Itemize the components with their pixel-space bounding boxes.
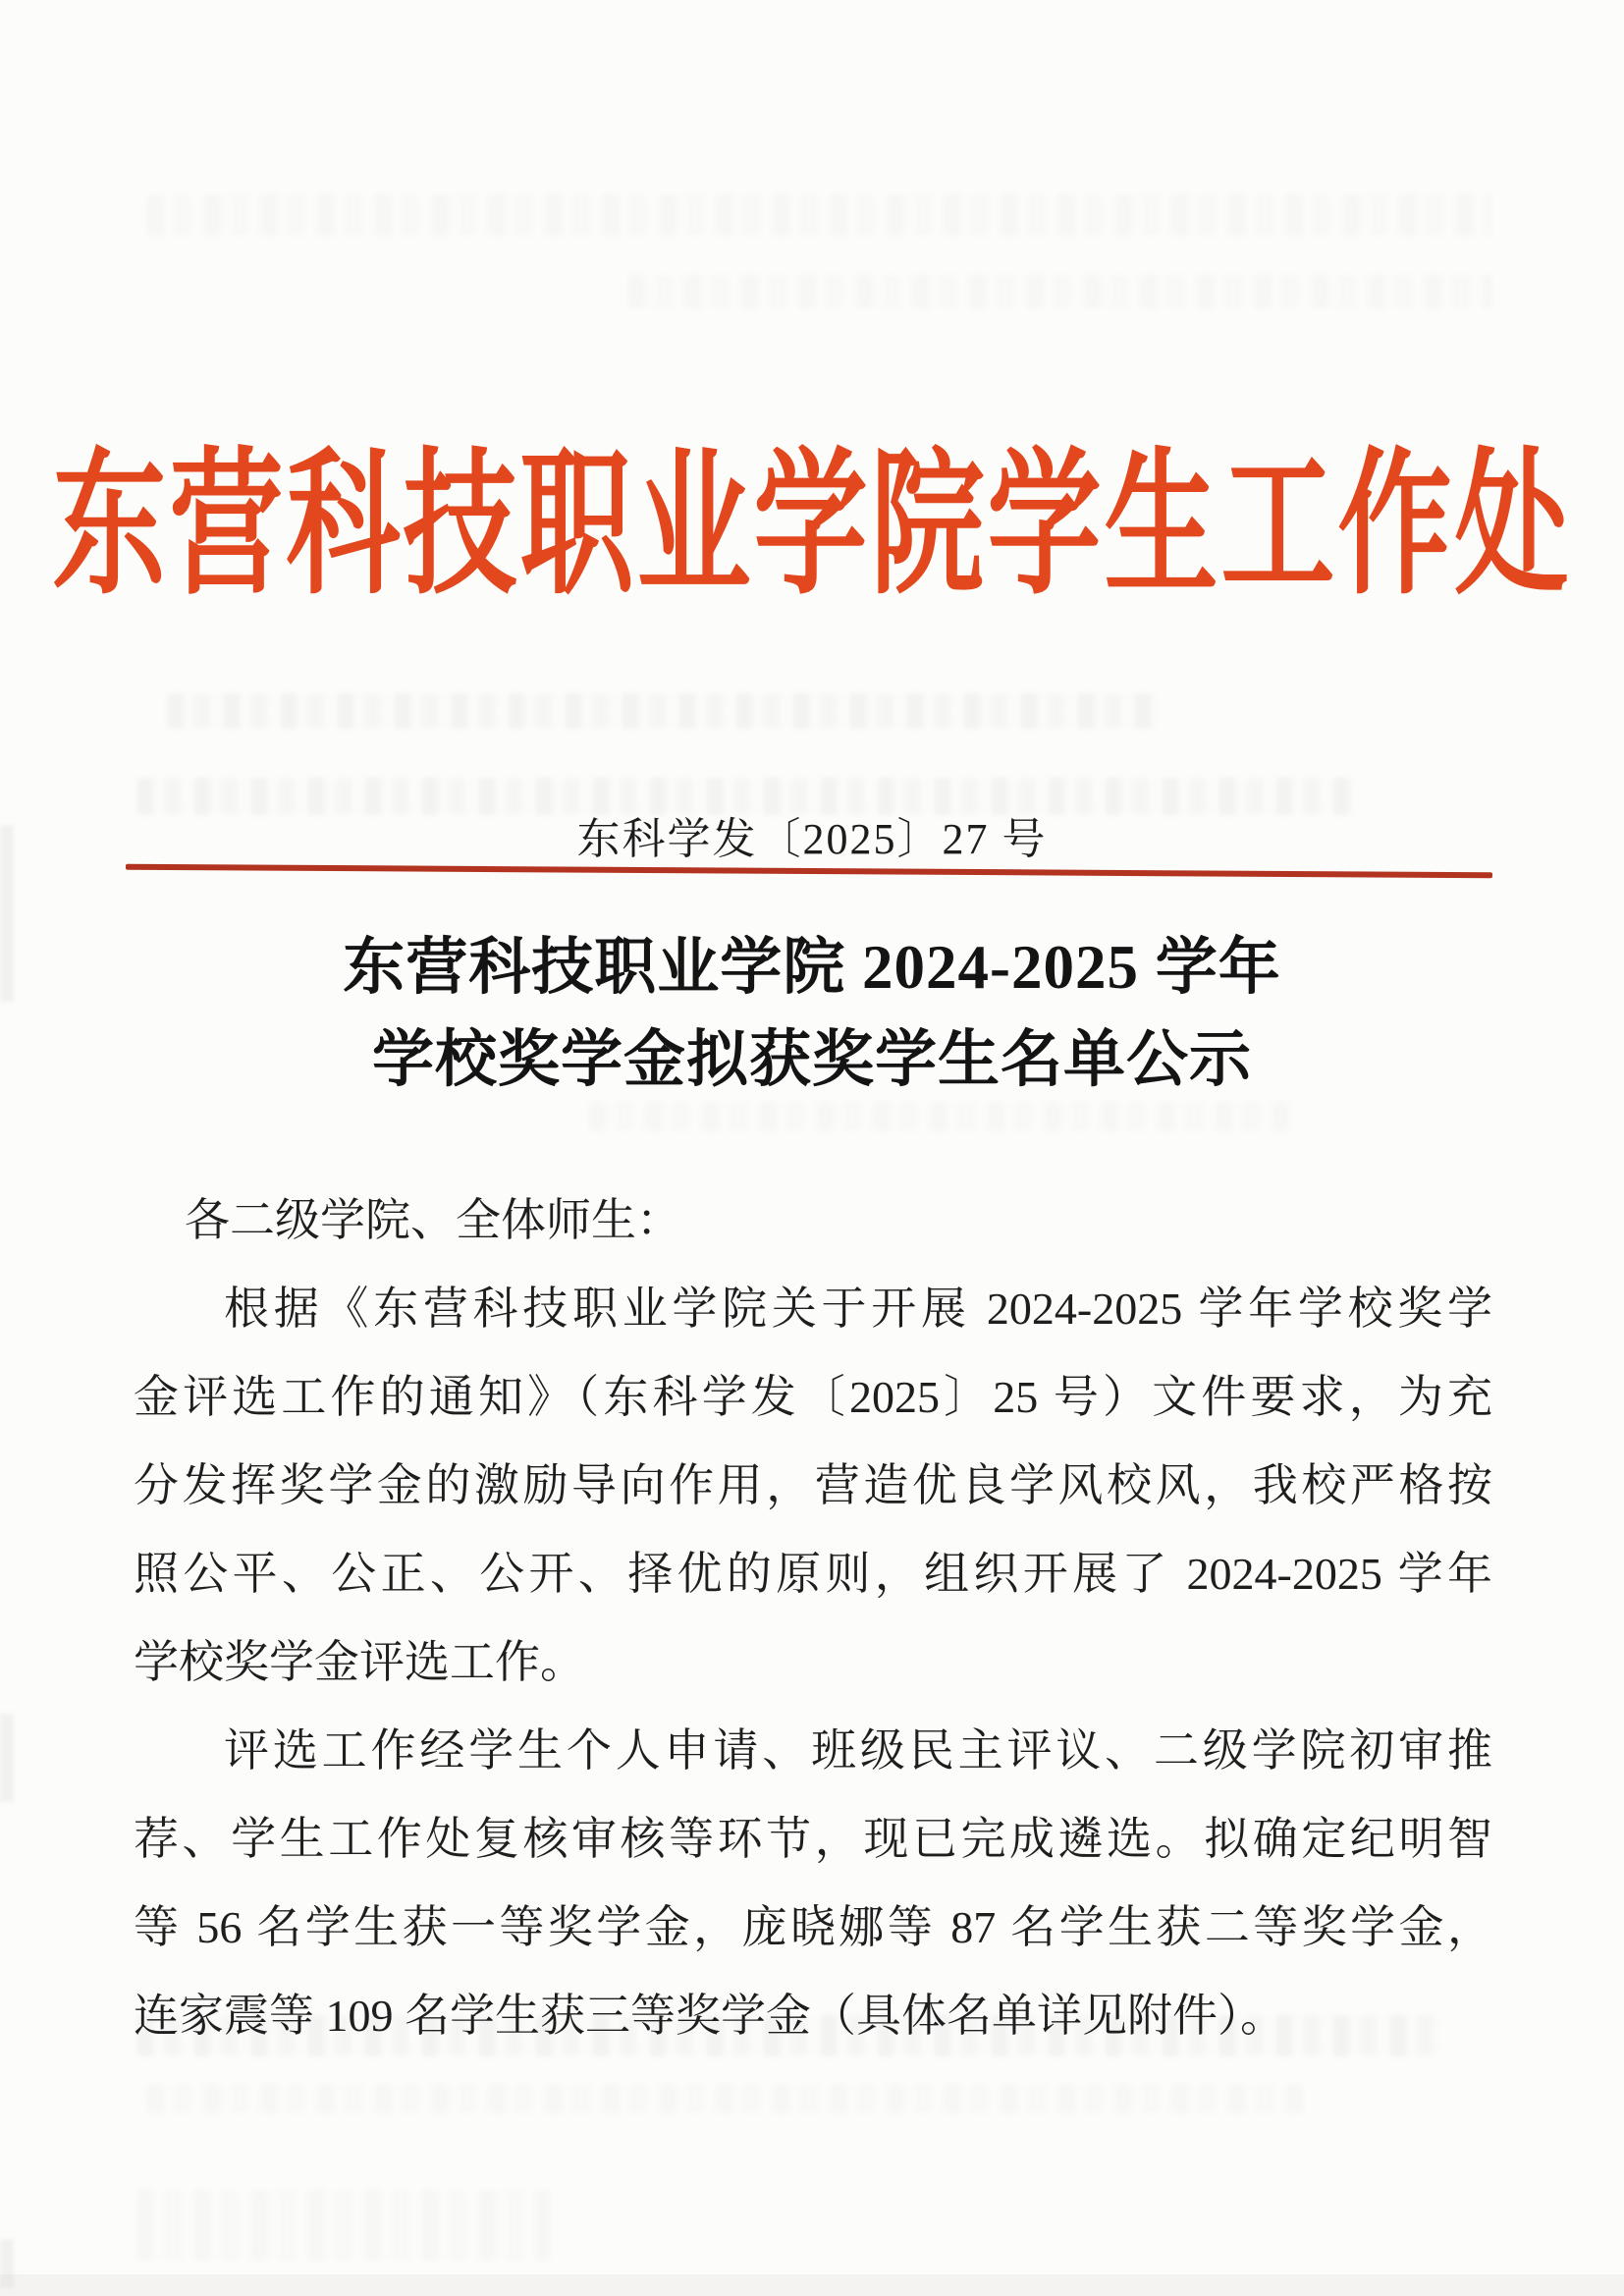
body-line: 连家震等 109 名学生获三等奖学金（具体名单详见附件）。 [134, 1991, 1285, 2041]
bleedthrough-smudge [628, 275, 1492, 308]
body-line: 照公平、公正、公开、择优的原则，组织开展了 2024-2025 学年 [134, 1549, 1492, 1599]
scan-edge-artifact [0, 1714, 14, 1802]
body-line: 根据《东营科技职业学院关于开展 2024-2025 学年学校奖学 [224, 1284, 1492, 1334]
body-line: 荐、学生工作处复核审核等环节，现已完成遴选。拟确定纪明智 [134, 1814, 1492, 1864]
document-title-line2: 学校奖学金拟获奖学生名单公示 [372, 1025, 1252, 1094]
document-number: 东科学发〔2025〕27 号 [576, 815, 1048, 863]
salutation: 各二级学院、全体师生： [185, 1195, 681, 1245]
body-paragraph-lines [134, 1265, 1492, 2060]
body-line: 等 56 名学生获一等奖学金，庞晓娜等 87 名学生获二等奖学金， [134, 1902, 1492, 1952]
body-line: 学校奖学金评选工作。 [134, 1637, 585, 1687]
document-title [0, 921, 1624, 1106]
scan-bottom-shadow [0, 2274, 1624, 2296]
bleedthrough-smudge [589, 1102, 1296, 1131]
bleedthrough-smudge [147, 194, 1492, 236]
bleedthrough-smudge [167, 693, 1159, 729]
document-title-line1: 东营科技职业学院 2024-2025 学年 [343, 933, 1281, 1002]
body-line: 金评选工作的通知》（东科学发〔2025〕25 号）文件要求，为充 [134, 1372, 1492, 1422]
bleedthrough-smudge [147, 2084, 1306, 2113]
letterhead [0, 440, 1624, 615]
bleedthrough-smudge [137, 2190, 550, 2261]
masthead-title: 东营科技职业学院学生工作处 [52, 440, 1572, 615]
body-line: 分发挥奖学金的激励导向作用，营造优良学风校风，我校严格按 [134, 1460, 1492, 1510]
body-line: 评选工作经学生个人申请、班级民主评议、二级学院初审推 [224, 1725, 1492, 1776]
body-text [134, 1176, 1492, 2060]
